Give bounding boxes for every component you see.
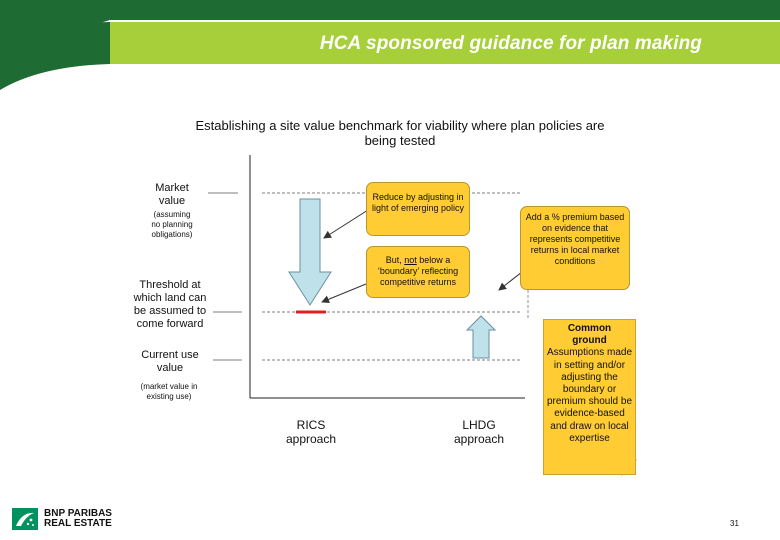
reduce-connector-arrow: [324, 210, 368, 238]
bnp-stars-logo-icon: [12, 508, 38, 530]
boundary-callout: But, not below a ‘boundary’ reflecting competitive returns: [366, 246, 470, 298]
page-number: 31: [730, 519, 739, 528]
slide-title: HCA sponsored guidance for plan making: [319, 33, 702, 54]
current-use-note: (market value in existing use): [140, 382, 198, 401]
premium-callout: Add a % premium based on evidence that represents competitive returns in local market conditions: [520, 206, 630, 290]
bnp-paribas-logo: [12, 508, 112, 530]
diagram-heading-line2: being tested: [364, 133, 436, 148]
threshold-label: Threshold at which land can be assumed to come forward: [133, 279, 207, 330]
rics-label: RICS approach: [285, 418, 337, 446]
lhdg-label: LHDG approach: [453, 418, 505, 446]
market-value-label: Market value: [155, 182, 189, 207]
current-use-label: Current use value: [141, 349, 199, 374]
logo-line1: BNP PARIBAS: [44, 508, 112, 519]
reduce-callout: Reduce by adjusting in light of emerging policy: [366, 182, 470, 236]
boundary-connector-arrow: [322, 284, 366, 302]
lhdg-up-arrow: [467, 316, 495, 358]
note-title-line2: ground: [572, 335, 607, 347]
note-title-line1: Common: [567, 323, 612, 334]
note-body: Assumptions made in setting and/or adjusting the boundary or premium should be evidence-based and draw on local expertise: [546, 347, 633, 444]
common-ground-note: [543, 319, 636, 475]
rics-down-arrow: [289, 199, 331, 305]
logo-line2: REAL ESTATE: [44, 518, 112, 529]
market-value-note: (assuming no planning obligations): [151, 210, 193, 239]
diagram-heading-line1: Establishing a site value benchmark for viability where plan policies are: [195, 118, 605, 133]
